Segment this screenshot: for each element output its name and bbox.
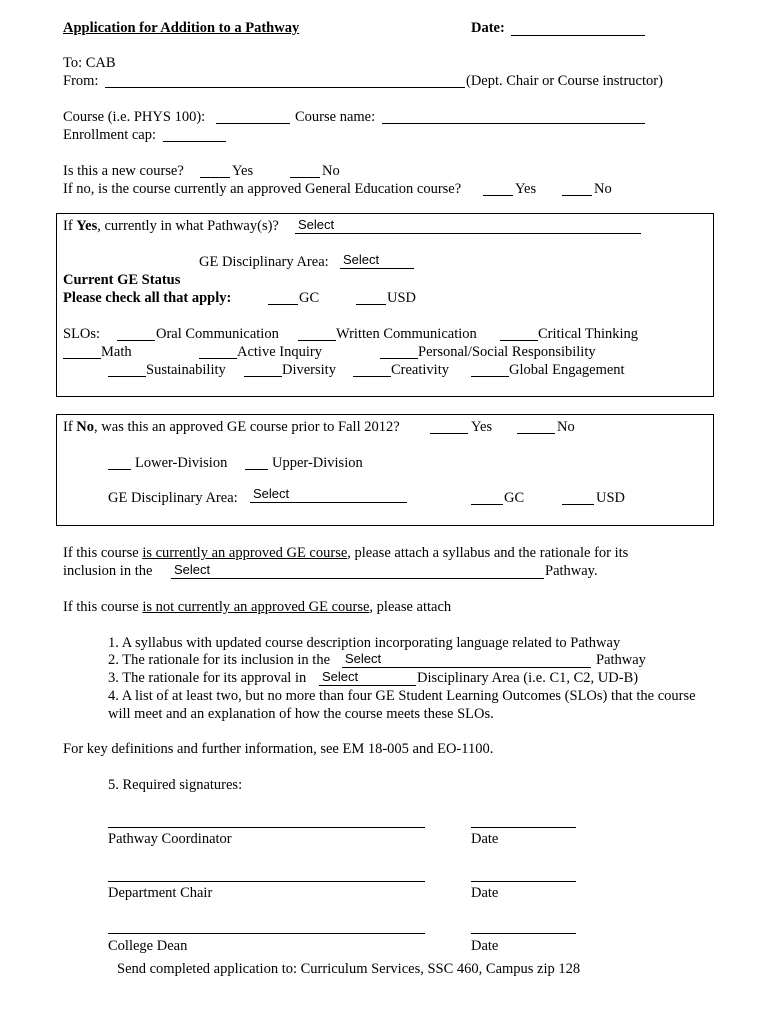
coordinator-date-line[interactable] bbox=[471, 827, 576, 828]
prior-no-blank[interactable] bbox=[517, 433, 555, 434]
item-3-area-select[interactable]: Select bbox=[319, 669, 416, 686]
key-definitions: For key definitions and further information, see EM 18-005 and EO-1100. bbox=[63, 741, 494, 757]
no-gc-label: GC bbox=[504, 490, 525, 506]
inclusion-in-label: inclusion in the bbox=[63, 563, 153, 579]
dean-date-line[interactable] bbox=[471, 933, 576, 934]
slo-diversity-label: Diversity bbox=[282, 362, 336, 378]
chair-signature-line[interactable] bbox=[108, 881, 425, 882]
ge-area-label: GE Disciplinary Area: bbox=[199, 254, 329, 270]
item-4-line-2: will meet and an explanation of how the course meets these SLOs. bbox=[108, 706, 494, 722]
from-field[interactable] bbox=[105, 87, 465, 88]
slos-label: SLOs: bbox=[63, 326, 101, 342]
lower-division-blank[interactable] bbox=[108, 469, 131, 470]
course-field[interactable] bbox=[216, 123, 290, 124]
pathways-select[interactable]: Select bbox=[295, 217, 641, 234]
attach-not-current-paragraph: If this course is not currently an approved GE course, please attach bbox=[63, 599, 452, 615]
slo-personal-label: Personal/Social Responsibility bbox=[418, 344, 596, 360]
approved-ge-yes-blank[interactable] bbox=[483, 195, 513, 196]
dean-date-label: Date bbox=[471, 938, 499, 954]
slo-creativity-label: Creativity bbox=[391, 362, 449, 378]
slo-math-label: Math bbox=[101, 344, 132, 360]
dean-label: College Dean bbox=[108, 938, 188, 954]
inclusion-pathway-select[interactable]: Select bbox=[171, 562, 544, 579]
prior-approval-question: If No, was this an approved GE course prior to Fall 2012? bbox=[63, 419, 400, 435]
footer-send-to: Send completed application to: Curriculum Services, SSC 460, Campus zip 128 bbox=[117, 961, 581, 977]
no-gc-blank[interactable] bbox=[471, 504, 503, 505]
check-all-label: Please check all that apply: bbox=[63, 290, 232, 306]
slo-global-label: Global Engagement bbox=[509, 362, 625, 378]
attach-current-paragraph: If this course is currently an approved GE course, please attach a syllabus and the rationale for its bbox=[63, 545, 629, 561]
slo-personal-blank[interactable] bbox=[380, 358, 418, 359]
slo-sustain-label: Sustainability bbox=[146, 362, 226, 378]
new-course-no-blank[interactable] bbox=[290, 177, 320, 178]
slo-inquiry-label: Active Inquiry bbox=[237, 344, 322, 360]
approved-ge-yes-label: Yes bbox=[515, 181, 537, 197]
slo-global-blank[interactable] bbox=[471, 376, 509, 377]
slo-critical-label: Critical Thinking bbox=[538, 326, 639, 342]
slo-creativity-blank[interactable] bbox=[353, 376, 391, 377]
chair-date-line[interactable] bbox=[471, 881, 576, 882]
dean-signature-line[interactable] bbox=[108, 933, 425, 934]
no-usd-blank[interactable] bbox=[562, 504, 594, 505]
approved-ge-no-blank[interactable] bbox=[562, 195, 592, 196]
upper-division-blank[interactable] bbox=[245, 469, 268, 470]
slo-oral-label: Oral Communication bbox=[156, 326, 279, 342]
item-2-suffix: Pathway bbox=[596, 652, 646, 668]
course-name-field[interactable] bbox=[382, 123, 645, 124]
approved-ge-no-label: No bbox=[594, 181, 612, 197]
item-2-pathway-select[interactable]: Select bbox=[342, 651, 591, 668]
date-field[interactable] bbox=[511, 35, 645, 36]
slo-oral-blank[interactable] bbox=[117, 340, 155, 341]
gc-label: GC bbox=[299, 290, 320, 306]
slo-diversity-blank[interactable] bbox=[244, 376, 282, 377]
new-course-yes-label: Yes bbox=[232, 163, 254, 179]
course-label: Course (i.e. PHYS 100): bbox=[63, 109, 206, 125]
pathways-question: If Yes, currently in what Pathway(s)? bbox=[63, 218, 279, 234]
chair-label: Department Chair bbox=[108, 885, 213, 901]
slo-critical-blank[interactable] bbox=[500, 340, 538, 341]
new-course-yes-blank[interactable] bbox=[200, 177, 230, 178]
new-course-no-label: No bbox=[322, 163, 340, 179]
course-name-label: Course name: bbox=[295, 109, 376, 125]
no-ge-area-label: GE Disciplinary Area: bbox=[108, 490, 238, 506]
to-line: To: CAB bbox=[63, 55, 116, 71]
item-5: 5. Required signatures: bbox=[108, 777, 243, 793]
usd-blank[interactable] bbox=[356, 304, 386, 305]
item-1: 1. A syllabus with updated course description incorporating language related to Pathway bbox=[108, 635, 621, 651]
ge-area-select[interactable]: Select bbox=[340, 252, 414, 269]
slo-written-blank[interactable] bbox=[298, 340, 336, 341]
prior-yes-blank[interactable] bbox=[430, 433, 468, 434]
item-4-line-1: 4. A list of at least two, but no more than four GE Student Learning Outcomes (SLOs) that the course bbox=[108, 688, 696, 704]
from-note: (Dept. Chair or Course instructor) bbox=[466, 73, 663, 89]
slo-inquiry-blank[interactable] bbox=[199, 358, 237, 359]
gc-blank[interactable] bbox=[268, 304, 298, 305]
inclusion-pathway-suffix: Pathway. bbox=[545, 563, 598, 579]
prior-yes-label: Yes bbox=[471, 419, 493, 435]
slo-written-label: Written Communication bbox=[336, 326, 477, 342]
coordinator-date-label: Date bbox=[471, 831, 499, 847]
form-title: Application for Addition to a Pathway bbox=[63, 20, 300, 36]
slo-sustain-blank[interactable] bbox=[108, 376, 146, 377]
upper-division-label: Upper-Division bbox=[272, 455, 363, 471]
usd-label: USD bbox=[387, 290, 417, 306]
item-3-label: 3. The rationale for its approval in bbox=[108, 670, 307, 686]
coordinator-signature-line[interactable] bbox=[108, 827, 425, 828]
prior-no-label: No bbox=[557, 419, 575, 435]
item-2-label: 2. The rationale for its inclusion in the bbox=[108, 652, 331, 668]
from-label: From: bbox=[63, 73, 99, 89]
slo-math-blank[interactable] bbox=[63, 358, 101, 359]
item-3-suffix: Disciplinary Area (i.e. C1, C2, UD-B) bbox=[417, 670, 639, 686]
enrollment-cap-field[interactable] bbox=[163, 141, 226, 142]
lower-division-label: Lower-Division bbox=[135, 455, 228, 471]
no-usd-label: USD bbox=[596, 490, 626, 506]
approved-ge-question: If no, is the course currently an approved General Education course? bbox=[63, 181, 462, 197]
date-label: Date: bbox=[471, 20, 505, 36]
chair-date-label: Date bbox=[471, 885, 499, 901]
new-course-question: Is this a new course? bbox=[63, 163, 184, 179]
current-ge-status-title: Current GE Status bbox=[63, 272, 181, 288]
coordinator-label: Pathway Coordinator bbox=[108, 831, 232, 847]
no-ge-area-select[interactable]: Select bbox=[250, 486, 407, 503]
enrollment-cap-label: Enrollment cap: bbox=[63, 127, 157, 143]
